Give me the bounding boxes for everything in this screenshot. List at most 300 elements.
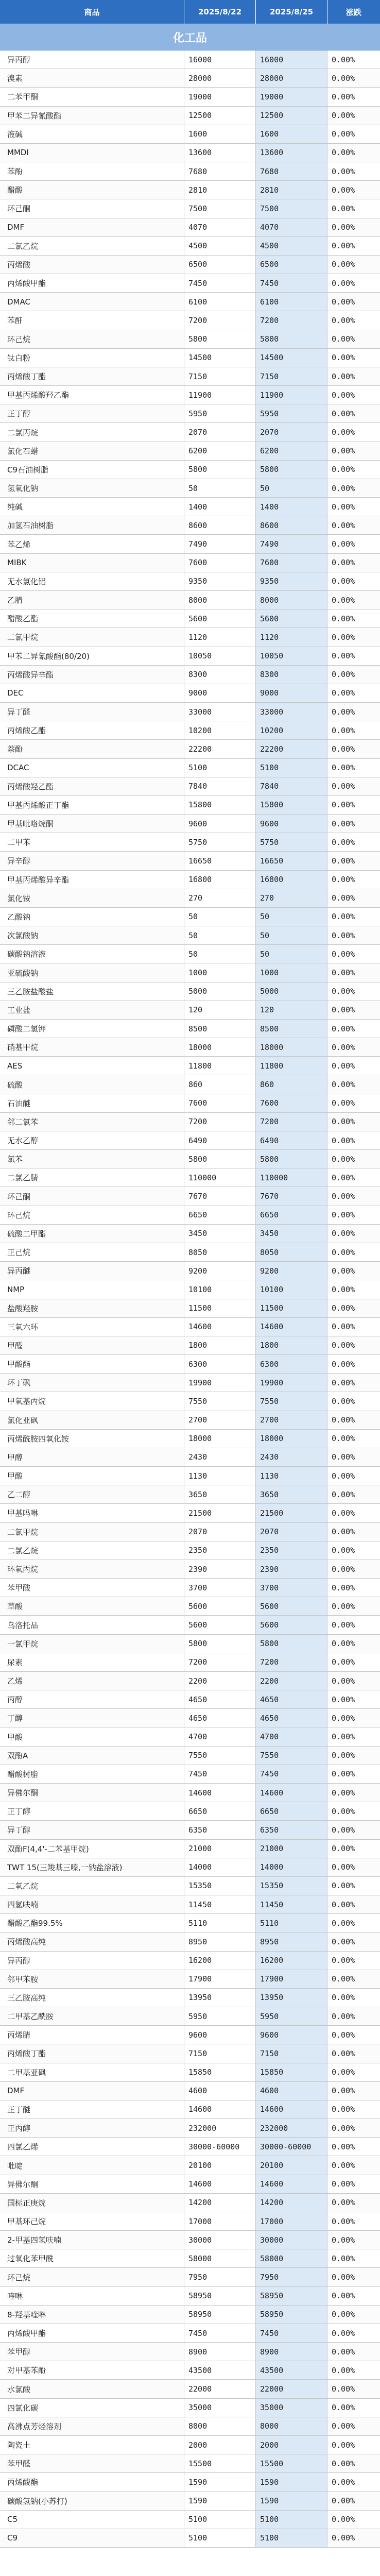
price-date-2: 7950 <box>256 2268 327 2286</box>
price-change: 0.00% <box>327 1448 380 1466</box>
commodity-name: 甲基丙烯酸正丁酯 <box>0 796 184 814</box>
price-date-2: 4650 <box>256 1690 327 1708</box>
price-date-1: 10200 <box>184 721 256 739</box>
table-row <box>0 2138 380 2156</box>
table-row <box>0 777 380 796</box>
commodity-name: 环丁砜 <box>0 1374 184 1392</box>
price-change: 0.00% <box>327 2119 380 2137</box>
price-date-1: 50 <box>184 945 256 963</box>
table-row <box>0 69 380 88</box>
price-change: 0.00% <box>327 1299 380 1317</box>
table-row <box>0 88 380 106</box>
price-date-2: 1800 <box>256 1336 327 1354</box>
price-date-2: 6500 <box>256 256 327 274</box>
price-date-1: 43500 <box>184 2361 256 2379</box>
price-date-2: 2810 <box>256 181 327 199</box>
commodity-name: 硫酸二甲酯 <box>0 1225 184 1243</box>
table-row <box>0 50 380 69</box>
price-date-1: 8000 <box>184 591 256 609</box>
price-change: 0.00% <box>327 2175 380 2193</box>
price-change: 0.00% <box>327 1579 380 1597</box>
price-change: 0.00% <box>327 1802 380 1820</box>
commodity-name: 正丙醇 <box>0 2119 184 2137</box>
commodity-name: 四氢呋喃 <box>0 1895 184 1913</box>
price-date-1: 7450 <box>184 1765 256 1783</box>
commodity-name: DEC <box>0 684 184 702</box>
commodity-name: MMDI <box>0 144 184 162</box>
price-change: 0.00% <box>327 2044 380 2062</box>
price-date-2: 2000 <box>256 2436 327 2454</box>
price-date-2: 8300 <box>256 666 327 684</box>
price-date-2: 5600 <box>256 609 327 628</box>
table-row <box>0 703 380 721</box>
price-change: 0.00% <box>327 293 380 311</box>
price-date-1: 5000 <box>184 982 256 1001</box>
table-row <box>0 1821 380 1839</box>
price-change: 0.00% <box>327 1075 380 1093</box>
table-row <box>0 386 380 404</box>
price-change: 0.00% <box>327 423 380 441</box>
price-date-1: 8600 <box>184 516 256 534</box>
price-change: 0.00% <box>327 1225 380 1243</box>
commodity-name: 异辛醇 <box>0 852 184 870</box>
commodity-name: 异丙醇 <box>0 1952 184 1970</box>
price-date-1: 58950 <box>184 2287 256 2305</box>
price-date-1: 14200 <box>184 2194 256 2212</box>
table-row <box>0 2249 380 2268</box>
price-change: 0.00% <box>327 1318 380 1336</box>
price-change: 0.00% <box>327 1560 380 1578</box>
price-date-1: 15500 <box>184 2454 256 2472</box>
price-change: 0.00% <box>327 50 380 69</box>
price-date-1: 7150 <box>184 2044 256 2062</box>
commodity-name: 异佛尔酮 <box>0 2175 184 2193</box>
price-date-1: 5110 <box>184 1914 256 1932</box>
price-date-1: 14600 <box>184 1318 256 1336</box>
price-date-1: 6300 <box>184 1355 256 1373</box>
price-date-1: 232000 <box>184 2119 256 2137</box>
price-change: 0.00% <box>327 2529 380 2547</box>
price-date-1: 7150 <box>184 367 256 385</box>
commodity-name: 三乙胺盐酸盐 <box>0 982 184 1001</box>
commodity-name: 二甲苯 <box>0 833 184 851</box>
price-change: 0.00% <box>327 2082 380 2100</box>
price-date-1: 1000 <box>184 963 256 981</box>
table-row <box>0 982 380 1001</box>
price-change: 0.00% <box>327 2399 380 2417</box>
price-change: 0.00% <box>327 1430 380 1448</box>
commodity-name: 亚硫酸钠 <box>0 963 184 981</box>
commodity-name: 二氯甲烷 <box>0 1523 184 1541</box>
table-row <box>0 945 380 963</box>
table-row <box>0 1038 380 1057</box>
price-change: 0.00% <box>327 1206 380 1224</box>
price-date-1: 7550 <box>184 1392 256 1410</box>
table-row <box>0 330 380 349</box>
price-change: 0.00% <box>327 1541 380 1560</box>
price-date-1: 7200 <box>184 1653 256 1671</box>
commodity-name: 二氯甲烷 <box>0 628 184 646</box>
price-date-1: 18000 <box>184 1430 256 1448</box>
price-change: 0.00% <box>327 2007 380 2025</box>
price-date-2: 7840 <box>256 777 327 795</box>
price-date-2: 12500 <box>256 107 327 125</box>
commodity-name: 无水乙醇 <box>0 1131 184 1149</box>
commodity-name: 乙烯 <box>0 1672 184 1690</box>
price-date-1: 13600 <box>184 144 256 162</box>
table-row <box>0 1784 380 1802</box>
price-date-2: 1600 <box>256 125 327 143</box>
commodity-name: DMF <box>0 2082 184 2100</box>
price-date-2: 7200 <box>256 311 327 329</box>
price-date-1: 9000 <box>184 684 256 702</box>
price-date-1: 5800 <box>184 461 256 479</box>
commodity-name: 液碱 <box>0 125 184 143</box>
commodity-name: 环己酮 <box>0 1187 184 1205</box>
price-date-1: 2200 <box>184 1672 256 1690</box>
price-change: 0.00% <box>327 1765 380 1783</box>
commodity-name: 四氯化碳 <box>0 2399 184 2417</box>
price-change: 0.00% <box>327 759 380 777</box>
price-change: 0.00% <box>327 218 380 236</box>
commodity-name: 丙烯酸甲酯 <box>0 274 184 292</box>
table-row <box>0 1616 380 1634</box>
table-row <box>0 1765 380 1784</box>
commodity-name: 丙烯酸高纯 <box>0 1933 184 1951</box>
price-date-1: 5950 <box>184 404 256 422</box>
table-row <box>0 1057 380 1075</box>
price-date-1: 12500 <box>184 107 256 125</box>
price-change: 0.00% <box>327 2063 380 2081</box>
price-date-2: 11800 <box>256 1057 327 1075</box>
table-row <box>0 926 380 945</box>
price-date-1: 15850 <box>184 2063 256 2081</box>
commodity-name: 草酸 <box>0 1597 184 1615</box>
price-date-2: 9600 <box>256 815 327 833</box>
table-row <box>0 1448 380 1467</box>
commodity-name: 二氯乙腈 <box>0 1168 184 1187</box>
table-header <box>0 0 380 24</box>
price-date-1: 270 <box>184 889 256 907</box>
price-change: 0.00% <box>327 1690 380 1708</box>
price-date-2: 28000 <box>256 69 327 87</box>
price-change: 0.00% <box>327 479 380 497</box>
table-row <box>0 1504 380 1522</box>
price-change: 0.00% <box>327 404 380 422</box>
commodity-name: 国标正庚烷 <box>0 2194 184 2212</box>
price-change: 0.00% <box>327 740 380 758</box>
price-change: 0.00% <box>327 833 380 851</box>
price-date-2: 13600 <box>256 144 327 162</box>
price-date-1: 16200 <box>184 1952 256 1970</box>
price-date-1: 14600 <box>184 1784 256 1802</box>
commodity-name: C5 <box>0 2511 184 2529</box>
price-date-2: 16650 <box>256 852 327 870</box>
commodity-name: 丙醇 <box>0 1690 184 1708</box>
price-date-2: 8000 <box>256 2417 327 2435</box>
table-row <box>0 871 380 889</box>
table-row <box>0 815 380 833</box>
commodity-name: 石油醚 <box>0 1094 184 1112</box>
table-row <box>0 2268 380 2286</box>
price-date-2: 19900 <box>256 1374 327 1392</box>
commodity-name: DMAC <box>0 293 184 311</box>
price-date-1: 1600 <box>184 125 256 143</box>
price-change: 0.00% <box>327 1467 380 1485</box>
price-date-2: 7680 <box>256 162 327 180</box>
commodity-name: 甲酸酯 <box>0 1355 184 1373</box>
table-row <box>0 2212 380 2231</box>
commodity-name: 正丁醚 <box>0 2100 184 2119</box>
table-row <box>0 1225 380 1243</box>
price-change: 0.00% <box>327 2473 380 2491</box>
table-row <box>0 1336 380 1355</box>
commodity-name: 二氧乙烷 <box>0 1877 184 1895</box>
price-date-1: 10100 <box>184 1280 256 1298</box>
price-change: 0.00% <box>327 1504 380 1522</box>
commodity-name: 水氯酸 <box>0 2380 184 2398</box>
price-date-1: 4650 <box>184 1690 256 1708</box>
commodity-name: 甲醇 <box>0 1448 184 1466</box>
price-date-2: 7450 <box>256 2324 327 2342</box>
price-change: 0.00% <box>327 1840 380 1858</box>
table-row <box>0 144 380 162</box>
commodity-name: 陶瓷土 <box>0 2436 184 2454</box>
price-date-1: 1590 <box>184 2492 256 2510</box>
price-date-1: 7670 <box>184 1187 256 1205</box>
price-change: 0.00% <box>327 2249 380 2267</box>
table-row <box>0 2417 380 2436</box>
price-change: 0.00% <box>327 1616 380 1634</box>
price-change: 0.00% <box>327 162 380 180</box>
price-change: 0.00% <box>327 1280 380 1298</box>
commodity-name: 醋酸乙酯 <box>0 609 184 628</box>
table-row <box>0 1727 380 1746</box>
commodity-name: 乙酸钠 <box>0 908 184 926</box>
price-change: 0.00% <box>327 256 380 274</box>
price-change: 0.00% <box>327 1914 380 1932</box>
price-date-1: 4500 <box>184 237 256 255</box>
commodity-name: 碳酸钠溶液 <box>0 945 184 963</box>
commodity-name: TWT 15(三羧基三嗪,一钠盐溶液) <box>0 1858 184 1876</box>
price-date-2: 270 <box>256 889 327 907</box>
price-date-1: 16000 <box>184 50 256 69</box>
table-row <box>0 1392 380 1411</box>
price-date-1: 14600 <box>184 2175 256 2193</box>
price-date-2: 15800 <box>256 796 327 814</box>
price-date-2: 5000 <box>256 982 327 1001</box>
price-change: 0.00% <box>327 2324 380 2342</box>
commodity-name: 丙烯酰胺四氧化铵 <box>0 1430 184 1448</box>
price-change: 0.00% <box>327 144 380 162</box>
price-date-1: 6200 <box>184 442 256 460</box>
table-row <box>0 1280 380 1299</box>
price-date-2: 11450 <box>256 1895 327 1913</box>
commodity-name: 甲苯二异氰酸酯 <box>0 107 184 125</box>
commodity-name: NMP <box>0 1280 184 1298</box>
table-row <box>0 311 380 330</box>
commodity-name: 尿素 <box>0 1653 184 1671</box>
table-row <box>0 666 380 684</box>
price-date-1: 10050 <box>184 647 256 665</box>
table-row <box>0 1933 380 1951</box>
table-row <box>0 293 380 311</box>
commodity-name: 丙烯酸羟乙酯 <box>0 777 184 795</box>
table-row <box>0 1840 380 1858</box>
table-row <box>0 461 380 479</box>
price-date-2: 9000 <box>256 684 327 702</box>
price-change: 0.00% <box>327 2343 380 2361</box>
price-change: 0.00% <box>327 1597 380 1615</box>
price-date-2: 6650 <box>256 1802 327 1820</box>
price-change: 0.00% <box>327 2417 380 2435</box>
price-date-2: 10200 <box>256 721 327 739</box>
price-date-2: 7550 <box>256 1392 327 1410</box>
price-date-2: 7200 <box>256 1653 327 1671</box>
table-row <box>0 218 380 237</box>
price-date-2: 58000 <box>256 2249 327 2267</box>
price-change: 0.00% <box>327 1094 380 1112</box>
price-change: 0.00% <box>327 684 380 702</box>
price-date-2: 16000 <box>256 50 327 69</box>
price-date-2: 8500 <box>256 1020 327 1038</box>
header-date-1: 2025/8/22 <box>184 0 256 24</box>
price-date-2: 7550 <box>256 1747 327 1765</box>
price-date-2: 50 <box>256 479 327 497</box>
price-date-1: 4700 <box>184 1727 256 1745</box>
table-row <box>0 2287 380 2306</box>
price-change: 0.00% <box>327 1952 380 1970</box>
price-date-1: 7550 <box>184 1747 256 1765</box>
price-date-2: 7600 <box>256 1094 327 1112</box>
price-change: 0.00% <box>327 2212 380 2230</box>
price-date-2: 58950 <box>256 2287 327 2305</box>
commodity-name: 二甲基乙酰胺 <box>0 2007 184 2025</box>
price-change: 0.00% <box>327 1523 380 1541</box>
price-change: 0.00% <box>327 1262 380 1280</box>
commodity-name: 邻甲苯胺 <box>0 1970 184 1988</box>
commodity-name: 丙烯腈 <box>0 2026 184 2044</box>
price-date-2: 5750 <box>256 833 327 851</box>
price-change: 0.00% <box>327 461 380 479</box>
table-row <box>0 1914 380 1933</box>
price-date-1: 5800 <box>184 1635 256 1653</box>
table-row <box>0 1355 380 1374</box>
table-row <box>0 2473 380 2492</box>
price-date-2: 2700 <box>256 1411 327 1429</box>
commodity-name: 异丙醚 <box>0 1262 184 1280</box>
table-row <box>0 1597 380 1616</box>
table-row <box>0 2454 380 2473</box>
commodity-name: 碳酸氢钠(小苏打) <box>0 2492 184 2510</box>
price-date-2: 8000 <box>256 591 327 609</box>
price-date-1: 6350 <box>184 1821 256 1839</box>
price-date-2: 14500 <box>256 349 327 367</box>
commodity-name: 丙烯酸酯 <box>0 2473 184 2491</box>
price-date-2: 9350 <box>256 572 327 590</box>
commodity-name: C9 <box>0 2529 184 2547</box>
price-date-1: 8000 <box>184 2417 256 2435</box>
price-date-1: 7200 <box>184 311 256 329</box>
commodity-name: 甲基吡咯烷酮 <box>0 815 184 833</box>
price-date-2: 7450 <box>256 274 327 292</box>
commodity-name: 加氢石油树脂 <box>0 516 184 534</box>
price-date-1: 5100 <box>184 759 256 777</box>
commodity-name: 环己烷 <box>0 1206 184 1224</box>
price-date-2: 8950 <box>256 1933 327 1951</box>
price-date-2: 1120 <box>256 628 327 646</box>
price-date-2: 19000 <box>256 88 327 106</box>
price-date-2: 2200 <box>256 1672 327 1690</box>
price-date-1: 7680 <box>184 162 256 180</box>
table-row <box>0 516 380 535</box>
commodity-name: 甲醛 <box>0 1336 184 1354</box>
price-date-1: 8900 <box>184 2343 256 2361</box>
price-date-2: 7670 <box>256 1187 327 1205</box>
table-row <box>0 274 380 293</box>
price-date-1: 50 <box>184 908 256 926</box>
price-date-1: 2070 <box>184 423 256 441</box>
price-change: 0.00% <box>327 1355 380 1373</box>
price-date-2: 21500 <box>256 1504 327 1522</box>
price-change: 0.00% <box>327 88 380 106</box>
table-row <box>0 2343 380 2361</box>
price-date-2: 16200 <box>256 1952 327 1970</box>
price-change: 0.00% <box>327 311 380 329</box>
commodity-name: 甲苯二异氰酸酯(80/20) <box>0 647 184 665</box>
price-date-1: 6490 <box>184 1131 256 1149</box>
price-change: 0.00% <box>327 554 380 572</box>
price-change: 0.00% <box>327 1858 380 1876</box>
price-date-1: 860 <box>184 1075 256 1093</box>
table-row <box>0 2156 380 2175</box>
price-date-2: 2430 <box>256 1448 327 1466</box>
price-date-2: 15850 <box>256 2063 327 2081</box>
price-date-2: 6490 <box>256 1131 327 1149</box>
table-row <box>0 2436 380 2454</box>
price-date-1: 6100 <box>184 293 256 311</box>
price-change: 0.00% <box>327 2268 380 2286</box>
price-change: 0.00% <box>327 1895 380 1913</box>
price-change: 0.00% <box>327 274 380 292</box>
price-date-2: 232000 <box>256 2119 327 2137</box>
price-change: 0.00% <box>327 2100 380 2119</box>
price-date-2: 11900 <box>256 386 327 404</box>
price-date-1: 11450 <box>184 1895 256 1913</box>
table-row <box>0 833 380 852</box>
price-date-1: 22200 <box>184 740 256 758</box>
table-row <box>0 2100 380 2119</box>
table-row <box>0 796 380 815</box>
price-date-2: 6300 <box>256 1355 327 1373</box>
table-row <box>0 591 380 609</box>
table-row <box>0 423 380 442</box>
commodity-name: 丙烯酸甲酯 <box>0 2324 184 2342</box>
table-row <box>0 1895 380 1914</box>
price-change: 0.00% <box>327 2454 380 2472</box>
price-change: 0.00% <box>327 1374 380 1392</box>
price-change: 0.00% <box>327 1150 380 1168</box>
table-row <box>0 2511 380 2529</box>
price-date-2: 860 <box>256 1075 327 1093</box>
price-date-2: 14600 <box>256 1318 327 1336</box>
price-date-2: 14600 <box>256 1784 327 1802</box>
price-change: 0.00% <box>327 609 380 628</box>
price-date-2: 5950 <box>256 404 327 422</box>
commodity-name: 磷酸二氢钾 <box>0 1020 184 1038</box>
price-date-1: 5600 <box>184 609 256 628</box>
table-row <box>0 1243 380 1262</box>
